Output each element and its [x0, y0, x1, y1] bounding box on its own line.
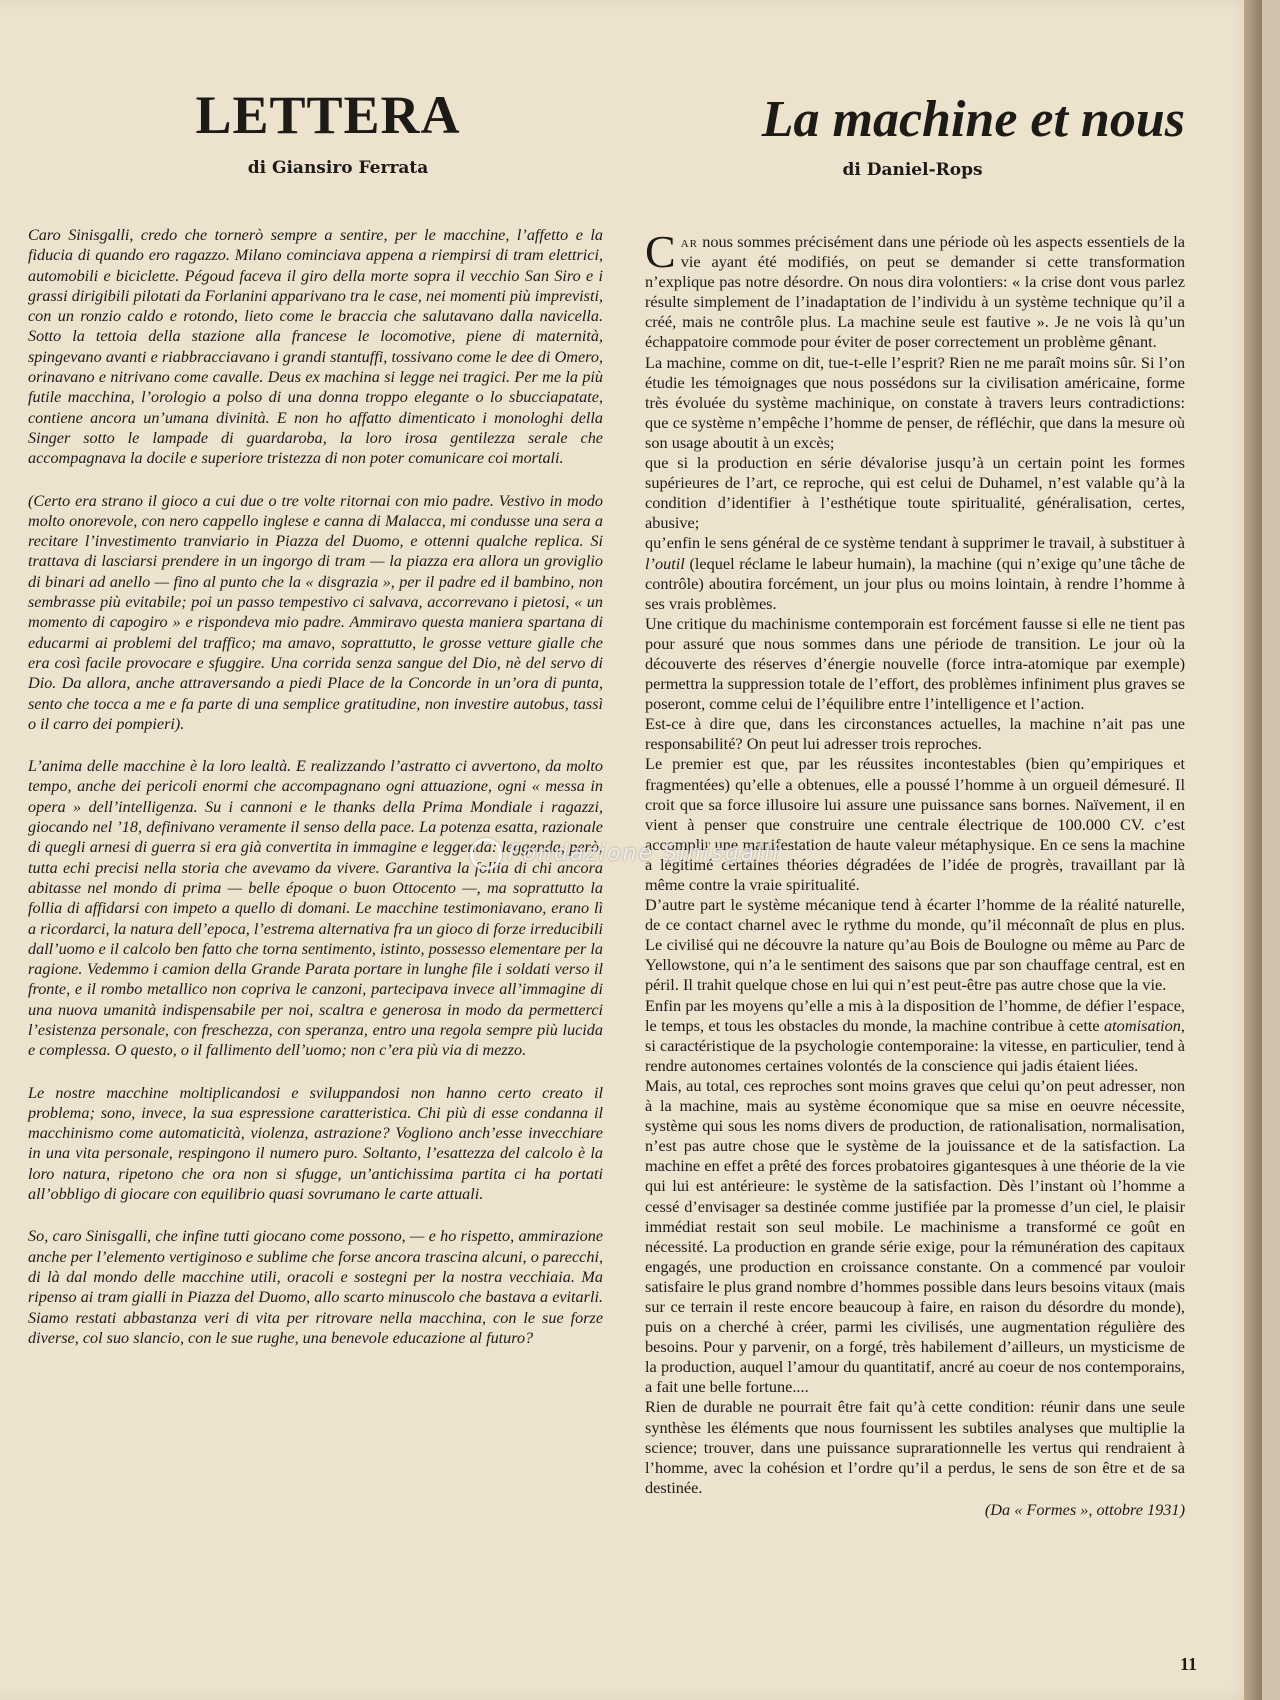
- paragraph-text: (lequel réclame le labeur humain), la machine (qui n’exige qu’une tâche de contrôle) aboutira forcément, un jour plus ou moins lointain, à rendre l’homme à ses vrais problèmes.: [645, 553, 1185, 613]
- lettera-title: LETTERA: [195, 85, 461, 145]
- paragraph-text: nous sommes précisément dans une période où les aspects essentiels de la vie ayant été modifiés, on peut se demander si cette transformation n’explique pas notre désordre. On nous dira volontiers: « la crise dont vous parlez résulte simplement de l’inadaptation de l’individu à un système technique qu’il a créé, mais ne contrôle plus. La machine seule est fautive ». Je ne vois là qu’un échappatoire commode pour éviter de poser correctement un problème gênant.: [645, 232, 1185, 352]
- machine-paragraph: La machine, comme on dit, tue-t-elle l’esprit? Rien ne me paraît moins sûr. Si l’on étudie les témoignages que nous possédons sur la civilisation américaine, forme très évoluée du système machinique, on constate à travers leurs contradictions: que ce système n’empêche l’homme de penser, de réfléchir, que dans la mesure où son usage aboutit à un excès;: [645, 352, 1185, 452]
- machine-paragraph: Mais, au total, ces reproches sont moins graves que celui qu’on peut adresser, non à la machine, mais au système économique que sa mise en oeuvre nécessite, système qui sous les noms divers de production, de rationalisation, normalisation, n’est pas autre chose que le système de la jouissance et de la satisfaction. La machine en effet a prêté des forces probatoires gigantesques à une théorie de la vie qui lui est antérieure: le système de la satisfaction. Dès l’instant où l’homme a cessé d’envisager sa destinée comme justifiée par la promesse d’un ciel, le plaisir immédiat restait son seul mobile. Le machinisme a transformé ce goût en nécessité. La production en grande série exige, pour la rémunération des capitaux engagés, une production en croissance constante. On a commencé par vouloir satisfaire le plus grand nombre d’hommes possible dans leurs besoins vitaux (mais sur ce terrain il reste encore beaucoup à faire, en raison du désordre du monde), puis on a cherché à créer, parmi les civilisés, une augmentation régulière des besoins. Pour y parvenir, on a forgé, très habilement d’ailleurs, un mysticisme de la production, auquel l’amour du quantitatif, ancré au coeur de nos contemporains, a fait une belle fortune....: [645, 1075, 1185, 1397]
- lettera-paragraph: So, caro Sinisgalli, che infine tutti giocano come possono, — e ho rispetto, ammirazione anche per l’elemento vertiginoso e sublime che forse ancora trascina alcuni, o parecchi, di là dal mondo delle macchine utili, oracoli e sostegni per la nostra vecchiaia. Ma ripenso ai tram gialli in Piazza del Duomo, allo scarto minuscolo che bastava a evitarli. Siamo restati abbastanza veri di vita per ritrovare nella macchina, con le sue forze diverse, col suo slancio, con le sue rughe, una benevole educazione al futuro?: [28, 1227, 603, 1347]
- paragraph-text: , si caractéristique de la psychologie contemporaine: la vitesse, en particulier, tend à rendre autonomes certaines volontés de la conscience qui jadis étaient liées.: [645, 1015, 1185, 1075]
- first-word-rest: ar: [680, 232, 698, 251]
- machine-paragraph: Rien de durable ne pourrait être fait qu’à cette condition: réunir dans une seule synthèse les éléments que nous fournissent les subtiles analyses que multiplie la science; trouver, dans une puissance suprarationnelle les vertus qui rendraient à l’homme, avec la cohésion et l’ordre qu’il a perdus, le sens de son être et de sa destinée.: [645, 1397, 1185, 1497]
- machine-paragraph: Le premier est que, par les réussites incontestables (bien qu’empiriques et fragmentées) qu’elle a obtenues, elle a poussé l’homme à un orgueil démesuré. Il croit que sa force illusoire lui assure une puissance sans bornes. Naïvement, il en vient à penser que construire une centrale électrique de 100.000 CV. c’est accomplir une manifestation de haute valeur métaphysique. En ce sens la machine a légitimé certaines théories dégradées de l’idée de progrès, travaillant par là même contre la vraie spiritualité.: [645, 754, 1185, 894]
- machine-paragraph: [645, 226, 1185, 353]
- drop-cap: C: [645, 226, 676, 277]
- machine-paragraph: [645, 533, 1185, 613]
- watermark-text: Fondazione Sinisgalli: [508, 841, 781, 866]
- page-binding-edge: [1244, 0, 1262, 1700]
- machine-paragraph: que si la production en série dévalorise jusqu’à un certain point les formes supérieures de l’art, ce reproche, qui est celui de Duhamel, n’est valable qu’à la condition d’identifier à l’esthétique toute spiritualité, généralisation, certes, abusive;: [645, 453, 1185, 533]
- machine-paragraph: D’autre part le système mécanique tend à écarter l’homme de la réalité naturelle, de ce contact charnel avec le rythme du monde, qu’il méconnaît de plus en plus. Le civilisé qui ne découvre la nature qu’au Bois de Boulogne ou même au Parc de Yellowstone, qui n’a le sentiment des saisons que par son chauffage central, est en péril. Il trahit quelque chose en lui qui n’est peut-être pas autre chose que la vie.: [645, 895, 1185, 995]
- machine-paragraph: Une critique du machinisme contemporain est forcément fausse si elle ne tient pas pour assuré que nous sommes dans une période de transition. Le jour où la découverte des réserves d’énergie nouvelle (force intra-atomique par exemple) permettra la suppression totale de l’effort, des problèmes infiniment plus graves se poseront, comme celui de l’équilibre entre l’intelligence et l’action.: [645, 613, 1185, 714]
- machine-paragraph: [645, 996, 1185, 1076]
- emphasis-text: atomisation: [1104, 1015, 1181, 1035]
- paragraph-text: qu’enfin le sens général de ce système tendant à supprimer le travail, à substituer à: [645, 533, 1185, 553]
- lettera-paragraph: Le nostre macchine moltiplicandosi e sviluppandosi non hanno certo creato il problema; sono, invece, la sua espressione caratteristica. Chi più di esse condanna il macchinismo come automaticità, violenza, astrazione? Vogliono anch’esse invecchiare in una vita personale, respingono il numero puro. Soltanto, l’esattezza del calcolo è la loro natura, ripetono che ora non si sfugge, un’antichissima partita ci ha portati all’obbligo di giocare con equilibrio quasi sovrumano le carte attuali.: [28, 1083, 603, 1204]
- page-number: 11: [1180, 1654, 1198, 1674]
- source-citation: (Da « Formes », ottobre 1931): [984, 1499, 1185, 1519]
- lettera-byline: di Giansiro Ferrata: [247, 158, 429, 178]
- lettera-paragraph: (Certo era strano il gioco a cui due o tre volte ritornai con mio padre. Vestivo in modo molto onorevole, con nero cappello inglese e canna di Malacca, mi condusse una sera a recitare l’investimento tranviario in Piazza del Duomo, e ottenni qualche replica. Si trattava di lasciarsi prendere in un ingorgo di tram — la piazza era allora un groviglio di binari ad anello — fino al punto che la « disgrazia », per il padre ed il bambino, non sembrasse più evitabile; poi un passo tempestivo ci salvava, accorrevano i pietosi, « un momento di capogiro » e rispondeva mio padre. Ammiravo questa maniera spartana di educarmi ai problemi del traffico; ma amavo, soprattutto, le grosse vetture gialle che era così facile provocare e sfuggire. Una corrida senza sangue del Dio, nè del servo di Dio. Da allora, anche attraversando a piedi Place de la Concorde in un’ora di punta, sento che tocca a me e fa parte di una semplice gratitudine, non investire autobus, tassì o il carro dei pompieri).: [28, 491, 603, 733]
- paragraph-text: Enfin par les moyens qu’elle a mis à la disposition de l’homme, de défier l’espace, le temps, et tous les obstacles du monde, la machine contribue à cette: [645, 995, 1185, 1035]
- emphasis-text: l’outil: [645, 553, 685, 573]
- machine-body: [645, 226, 1185, 1520]
- lettera-paragraph: Caro Sinisgalli, credo che tornerò sempre a sentire, per le macchine, l’affetto e la fiducia di quando ero ragazzo. Milano cominciava appena a riempirsi di tram elettrici, automobili e biciclette. Pégoud faceva il giro della morte sopra il vecchio San Siro e i grassi dirigibili pilotati da Forlanini apparivano tra le case, nei momenti più imprevisti, con un ronzio caldo e rotondo, lieto come le braccia che salutavano dalla navicella. Sotto la tettoia della stazione alla francese le locomotive, piene di maternità, spingevano avanti e riabbracciavano i grandi stantuffi, tossivano come le dee di Omero, orinavano e nitrivano come cavalle. Deus ex machina si legge nei tragici. Per me la più futile macchina, l’orologio a polso di una donna troppo elegante o lo sbucciapatate, contiene ancora un’umana divinità. E non ho affatto dimenticato i monologhi della Singer sotto le lampade di guardaroba, la loro irosa gentilezza serale che accompagnava la docile e superiore tristezza di non poter comunicare coi mortali.: [28, 226, 603, 468]
- watermark: [470, 838, 780, 870]
- machine-title: La machine et nous: [761, 91, 1185, 148]
- lettera-body: [28, 225, 603, 1370]
- lettera-paragraph: L’anima delle macchine è la loro lealtà. E realizzando l’astratto ci avvertono, da molto tempo, anche dei pericoli enormi che accompagnano ogni attuazione, ogni « messa in opera » dell’intelligenza. Su i cannoni e le thanks della Prima Mondiale i ragazzi, giocando nel ’18, definivano veramente il senso della pace. La potenza esatta, razionale di quegli arnesi di guerra si era già convertita in immagine e leggenda: leggenda, però, tutta echi precisi nella storia che avevamo da vivere. Garantiva la follia di chi ancora abitasse nel mondo di prima — belle époque o buon Ottocento —, ma soprattutto la follia di affidarsi con impeto a quello di domani. Le macchine testimoniavano, erano lì a ricordarci, la natura dell’epoca, l’estrema alternativa fra un gioco di forze irreducibili dall’uomo e il calcolo ben fatto che torna sentimento, istinto, possesso elementare per la ragione. Vedemmo i camion della Grande Parata portare in lunghe file i soldati verso il fronte, e il rombo metallico non copriva le canzoni, partecipava invece all’immagine di una nuova umanità indispensabile per noi, scaltra e generosa in modo da permetterci l’esistenza personale, con freschezza, con speranza, entro una regola sempre più lucida e complessa. O questo, o il fallimento dell’uomo; non c’era più via di mezzo.: [28, 757, 603, 1060]
- machine-byline: di Daniel-Rops: [842, 160, 983, 180]
- watermark-logo-icon: [470, 838, 502, 870]
- machine-paragraph: Est-ce à dire que, dans les circonstances actuelles, la machine n’ait pas une responsabilité? On peut lui adresser trois reproches.: [645, 714, 1185, 754]
